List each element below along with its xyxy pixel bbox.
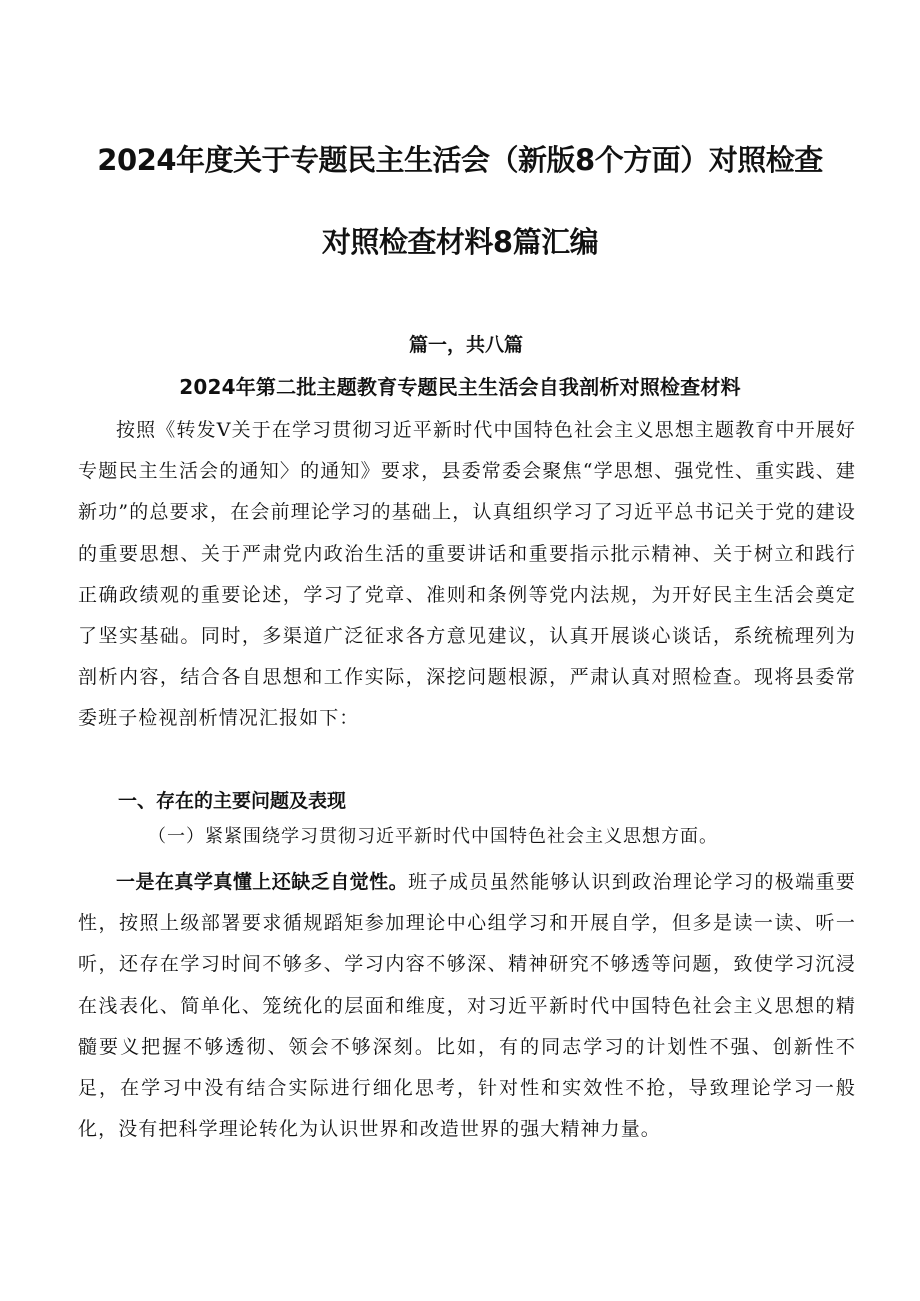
article-title: 2024年第二批主题教育专题民主生活会自我剖析对照检查材料 bbox=[179, 375, 741, 399]
document-title-line-1: 2024年度关于专题民主生活会（新版8个方面）对照检查 bbox=[97, 143, 823, 177]
point-one-lead: 一是在真学真懂上还缺乏自觉性。 bbox=[116, 871, 409, 893]
intro-paragraph: 按照《转发Ⅴ关于在学习贯彻习近平新时代中国特色社会主义思想主题教育中开展好专题民主生活会的通知〉的通知》要求，县委常委会聚焦“学思想、强党性、重实践、建新功”的总要求，在会前理论学习的基础上，认真组织学习了习近平总书记关于党的建设的重要思想、关于严肃党内政治生活的重要讲话和重要指示批示精神、关于树立和践行正确政绩观的重要论述，学习了党章、准则和条例等党内法规，为开好民主生活会奠定了坚实基础。同时，多渠道广泛征求各方意见建议，认真开展谈心谈话，系统梳理列为剖析内容，结合各自思想和工作实际，深挖问题根源，严肃认真对照检查。现将县委常委班子检视剖析情况汇报如下： bbox=[78, 419, 856, 730]
point-one-paragraph bbox=[78, 862, 856, 1150]
document-title-line-2: 对照检查材料8篇汇编 bbox=[321, 225, 599, 259]
section-one-heading: 一、存在的主要问题及表现 bbox=[118, 790, 347, 812]
point-one-body: 班子成员虽然能够认识到政治理论学习的极端重要性，按照上级部署要求循规蹈矩参加理论中心组学习和开展自学，但多是读一读、听一听，还存在学习时间不够多、学习内容不够深、精神研究不够透等问题，致使学习沉浸在浅表化、简单化、笼统化的层面和维度，对习近平新时代中国特色社会主义思想的精髓要义把握不够透彻、领会不够深刻。比如，有的同志学习的计划性不强、创新性不足，在学习中没有结合实际进行细化思考，针对性和实效性不抢，导致理论学习一般化，没有把科学理论转化为认识世界和改造世界的强大精神力量。 bbox=[78, 871, 856, 1141]
part-label: 篇一，共八篇 bbox=[408, 334, 523, 356]
subsection-one-title: （一）紧紧围绕学习贯彻习近平新时代中国特色社会主义思想方面。 bbox=[148, 826, 718, 847]
